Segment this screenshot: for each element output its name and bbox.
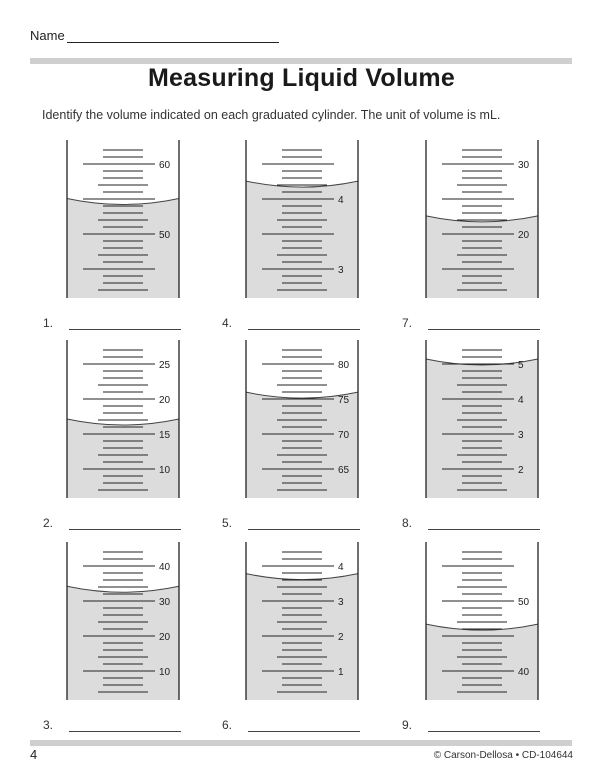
graduated-cylinder [426,542,538,700]
scale-label: 65 [338,465,350,476]
answer-field[interactable] [428,519,540,530]
graduated-cylinder [426,140,538,298]
page-number: 4 [30,747,38,762]
scale-label: 30 [518,160,530,171]
scale-label: 70 [338,430,350,441]
scale-label: 3 [338,597,344,608]
question-number: 5. [222,516,233,530]
copyright-credit: © Carson-Dellosa • CD-104644 [433,750,573,761]
answer-field[interactable] [248,519,360,530]
liquid [246,392,358,498]
scale-label: 3 [338,265,344,276]
answer-field[interactable] [428,319,540,330]
answer-blank [222,516,360,530]
answer-blank [402,316,540,330]
scale-label: 10 [159,667,171,678]
graduated-cylinder [67,340,179,498]
answer-blank [222,316,360,330]
answer-field[interactable] [248,721,360,732]
scale-label: 75 [338,395,350,406]
answer-blank [43,516,181,530]
scale-label: 50 [518,597,530,608]
question-number: 6. [222,718,233,732]
scale-label: 20 [518,230,530,241]
graduated-cylinder [67,542,179,700]
graduated-cylinder [246,140,358,298]
scale-label: 1 [338,667,344,678]
scale-label: 60 [159,160,171,171]
scale-label: 40 [518,667,530,678]
question-number: 7. [402,316,413,330]
answer-blank [402,718,540,732]
answer-field[interactable] [69,319,181,330]
page-title: Measuring Liquid Volume [148,64,455,92]
graduated-cylinder [246,542,358,700]
question-number: 4. [222,316,233,330]
bottom-divider [30,740,572,746]
question-number: 3. [43,718,54,732]
graduated-cylinder [426,340,538,498]
question-number: 2. [43,516,54,530]
scale-label: 5 [518,360,524,371]
answer-blank [43,718,181,732]
name-label: Name [30,28,65,43]
scale-label: 4 [518,395,524,406]
scale-label: 15 [159,430,171,441]
scale-label: 25 [159,360,171,371]
question-number: 9. [402,718,413,732]
answer-blank [222,718,360,732]
scale-label: 30 [159,597,171,608]
scale-label: 20 [159,395,171,406]
question-number: 8. [402,516,413,530]
scale-label: 2 [338,632,344,643]
scale-label: 40 [159,562,171,573]
scale-label: 10 [159,465,171,476]
scale-label: 4 [338,562,344,573]
answer-field[interactable] [69,721,181,732]
scale-label: 80 [338,360,350,371]
question-number: 1. [43,316,54,330]
scale-label: 50 [159,230,171,241]
instructions: Identify the volume indicated on each graduated cylinder. The unit of volume is mL. [42,108,501,122]
scale-label: 3 [518,430,524,441]
answer-blank [43,316,181,330]
answer-field[interactable] [248,319,360,330]
answer-field[interactable] [69,519,181,530]
scale-label: 2 [518,465,524,476]
graduated-cylinder [246,340,358,498]
scale-label: 4 [338,195,344,206]
graduated-cylinder [67,140,179,298]
answer-field[interactable] [428,721,540,732]
answer-blank [402,516,540,530]
scale-label: 20 [159,632,171,643]
